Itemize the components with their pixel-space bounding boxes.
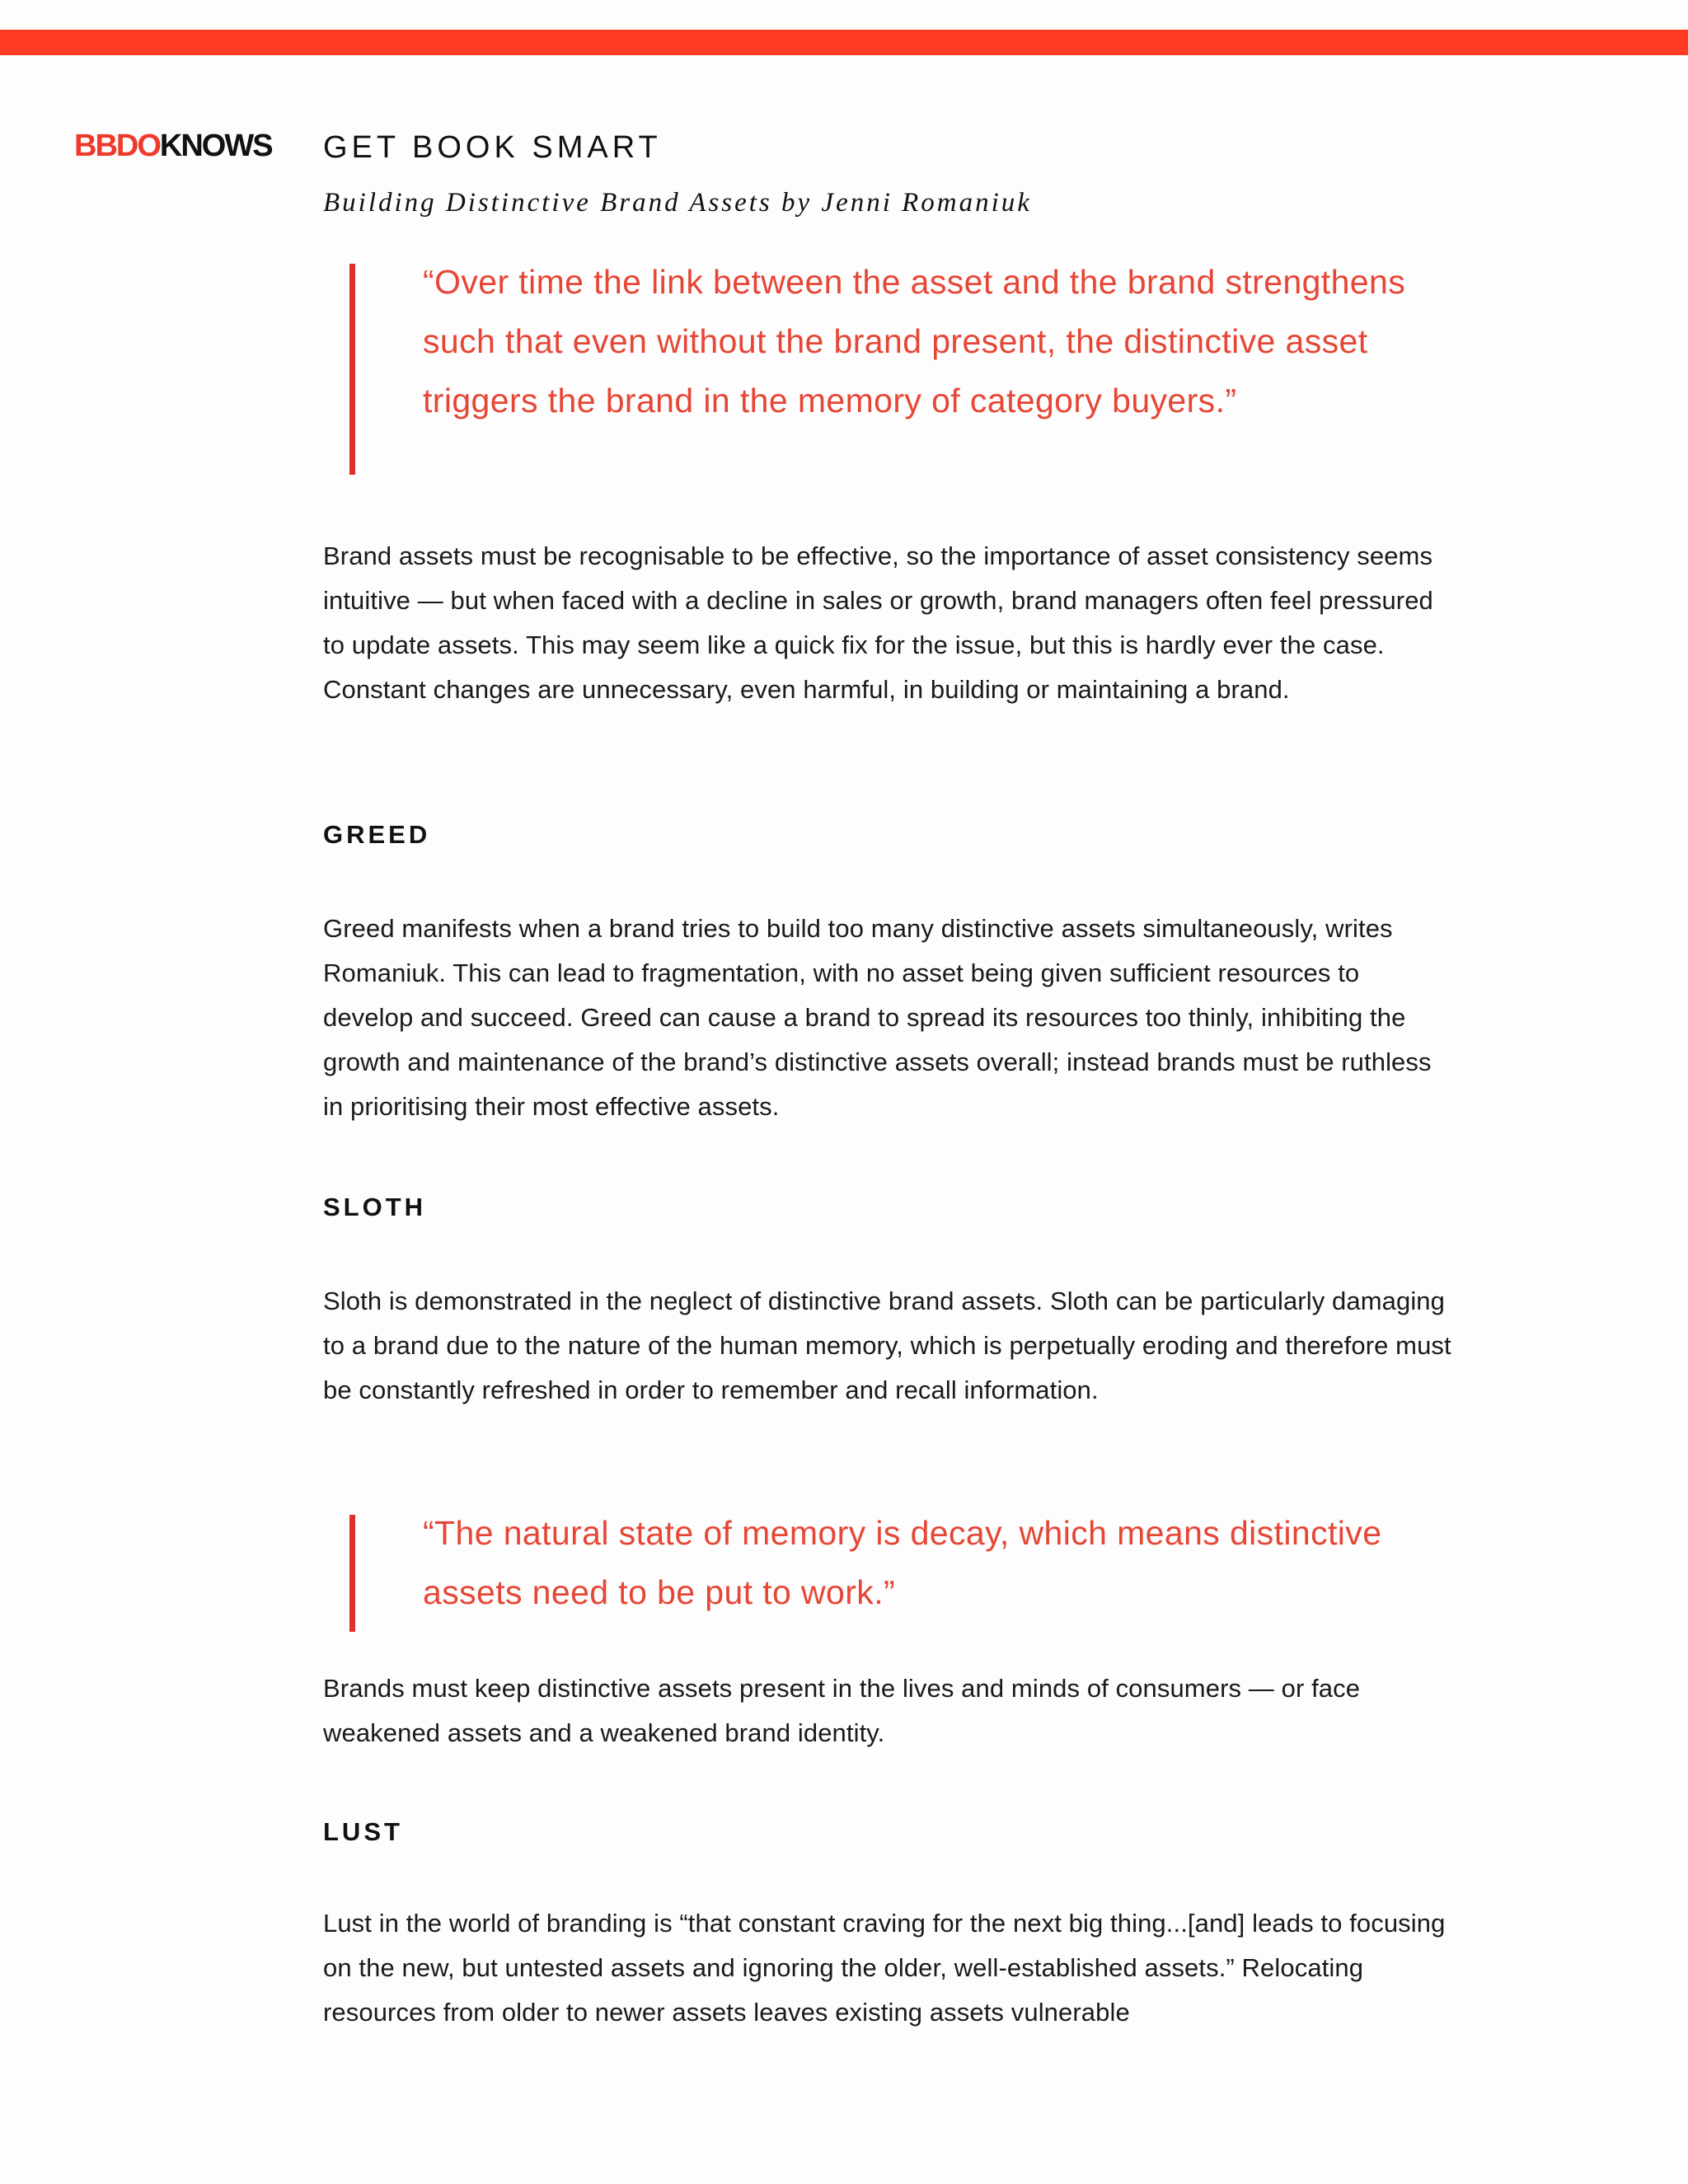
pull-quote-1 [349, 264, 1470, 475]
bbdo-knows-logo [74, 130, 272, 162]
sloth-paragraph: Sloth is demonstrated in the neglect of distinctive brand assets. Sloth can be particularly damaging to a brand due to the nature of the human memory, which is perpetually eroding and therefore must be constantly refreshed in order to remember and recall information. [323, 1286, 1451, 1404]
pull-quote-1-text: “Over time the link between the asset and the brand strengthens such that even without the brand present, the distinctive asset triggers the brand in the memory of category buyers.” [423, 263, 1406, 419]
pull-quote-2 [349, 1515, 1470, 1632]
logo-bbdo: BBDO [74, 129, 160, 163]
heading-greed: GREED [323, 820, 431, 849]
book-title: Building Distinctive Brand Assets by Jenni Romaniuk [323, 188, 1032, 218]
intro-paragraph: Brand assets must be recognisable to be effective, so the importance of asset consistency seems intuitive — but when faced with a decline in sales or growth, brand managers often feel pressured to update assets. This may seem like a quick fix for the issue, but this is hardly ever the case. Constant changes are unnecessary, even harmful, in building or maintaining a brand. [323, 541, 1433, 704]
greed-paragraph: Greed manifests when a brand tries to build too many distinctive assets simultaneously, writes Romaniuk. This can lead to fragmentation, with no asset being given sufficient resources to develop and succeed. Greed can cause a brand to spread its resources too thinly, inhibiting the growth and maintenance of the brand’s distinctive assets overall; instead brands must be ruthless in prioritising their most effective assets. [323, 914, 1432, 1121]
pull-quote-2-text: “The natural state of memory is decay, which means distinctive assets need to be put to work.” [423, 1514, 1382, 1611]
accent-bar [0, 30, 1688, 55]
series-kicker: GET BOOK SMART [323, 130, 662, 165]
heading-sloth: SLOTH [323, 1193, 427, 1221]
sloth-followup-paragraph: Brands must keep distinctive assets present in the lives and minds of consumers — or face weakened assets and a weakened brand identity. [323, 1674, 1361, 1747]
heading-lust: LUST [323, 1817, 403, 1846]
logo-knows: KNOWS [159, 129, 272, 163]
lust-paragraph: Lust in the world of branding is “that constant craving for the next big thing...[and] leads to focusing on the new, but untested assets and ignoring the older, well-established assets.” Relocating resources from older to newer assets leaves existing assets vulnerable [323, 1909, 1446, 2027]
